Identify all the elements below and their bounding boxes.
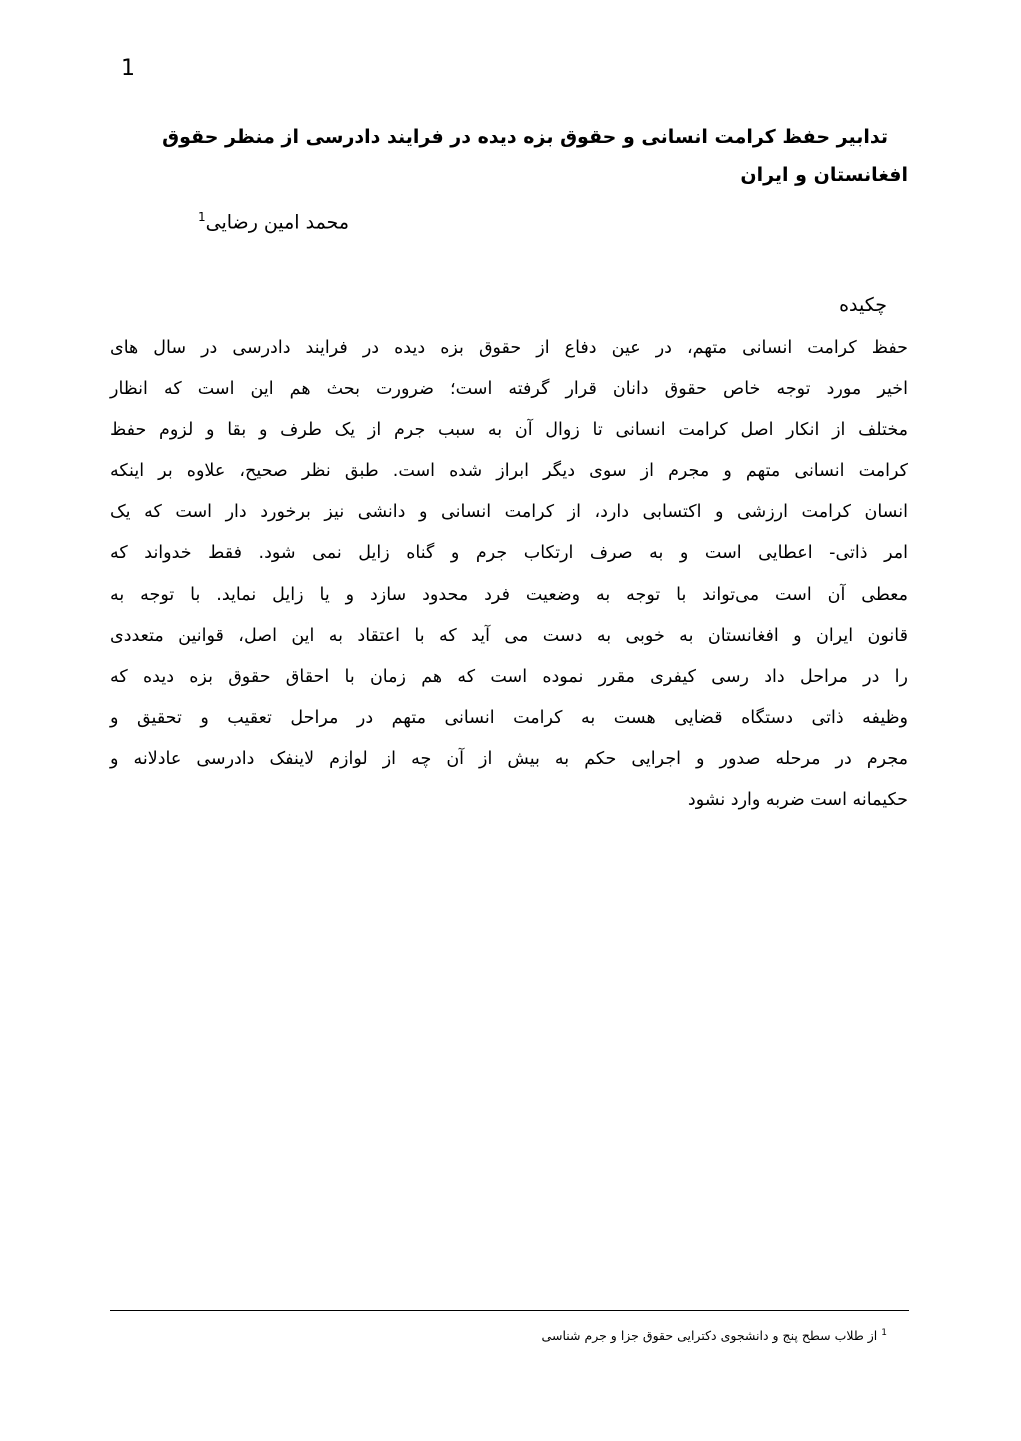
footnote — [542, 1322, 887, 1347]
abstract-line: معطی آن است می‌تواند با توجه به وضعیت فرد محدود سازد و یا زایل نماید. با توجه به — [110, 584, 908, 605]
footnote-separator — [110, 1310, 909, 1311]
abstract-line: مجرم در مرحله صدور و اجرایی حکم به بیش از آن چه از لوازم لاینفک دادرسی عادلانه و — [110, 748, 908, 769]
abstract-line: امر ذاتی- اعطایی است و به صرف ارتکاب جرم و گناه زایل نمی شود. فقط خدواند که — [110, 543, 908, 564]
document-title-line-2: افغانستان و ایران — [740, 164, 908, 186]
author-name: محمد امین رضایی — [205, 211, 349, 234]
abstract-line: قانون ایران و افغانستان به خوبی به دست می آید که با اعتقاد به این اصل، قوانین متعددی — [110, 625, 908, 646]
document-title-line-1: تدابیر حفظ کرامت انسانی و حقوق بزه دیده در فرایند دادرسی از منظر حقوق — [162, 126, 888, 148]
abstract-line: وظیفه ذاتی دستگاه قضایی هست به کرامت انسانی متهم در مراحل تعقیب و تحقیق و — [110, 707, 908, 728]
author-footnote-mark: 1 — [198, 210, 206, 224]
abstract-line: حکیمانه است ضربه وارد نشود — [687, 790, 908, 811]
abstract-line: مختلف از انکار اصل کرامت انسانی تا زوال آن به سبب جرم از یک طرف و بقا و لزوم حفظ — [110, 420, 908, 441]
footnote-text: از طلاب سطح پنج و دانشجوی دکترایی حقوق جزا و جرم شناسی — [541, 1328, 878, 1344]
abstract-line: انسان کرامت ارزشی و اکتسابی دارد، از کرامت انسانی و دانشی نیز برخورد دار است که یک — [110, 502, 908, 523]
abstract-body — [110, 328, 908, 821]
abstract-line: را در مراحل داد رسی کیفری مقرر نموده است که هم زمان با احقاق حقوق بزه دیده که — [110, 666, 908, 687]
abstract-line: حفظ کرامت انسانی متهم، در عین دفاع از حقوق بزه دیده در فرایند دادرسی در سال های — [110, 338, 908, 358]
footnote-mark: 1 — [881, 1328, 887, 1338]
author-name-block — [198, 200, 349, 239]
abstract-line: کرامت انسانی متهم و مجرم از سوی دیگر ابراز شده است. طبق نظر صحیح، علاوه بر اینکه — [110, 461, 908, 482]
abstract-heading: چکیده — [839, 294, 887, 316]
abstract-line: اخیر مورد توجه خاص حقوق دانان قرار گرفته است؛ ضرورت بحث هم این است که انظار — [110, 379, 908, 400]
page-number: 1 — [121, 56, 135, 81]
document-title — [110, 118, 908, 194]
